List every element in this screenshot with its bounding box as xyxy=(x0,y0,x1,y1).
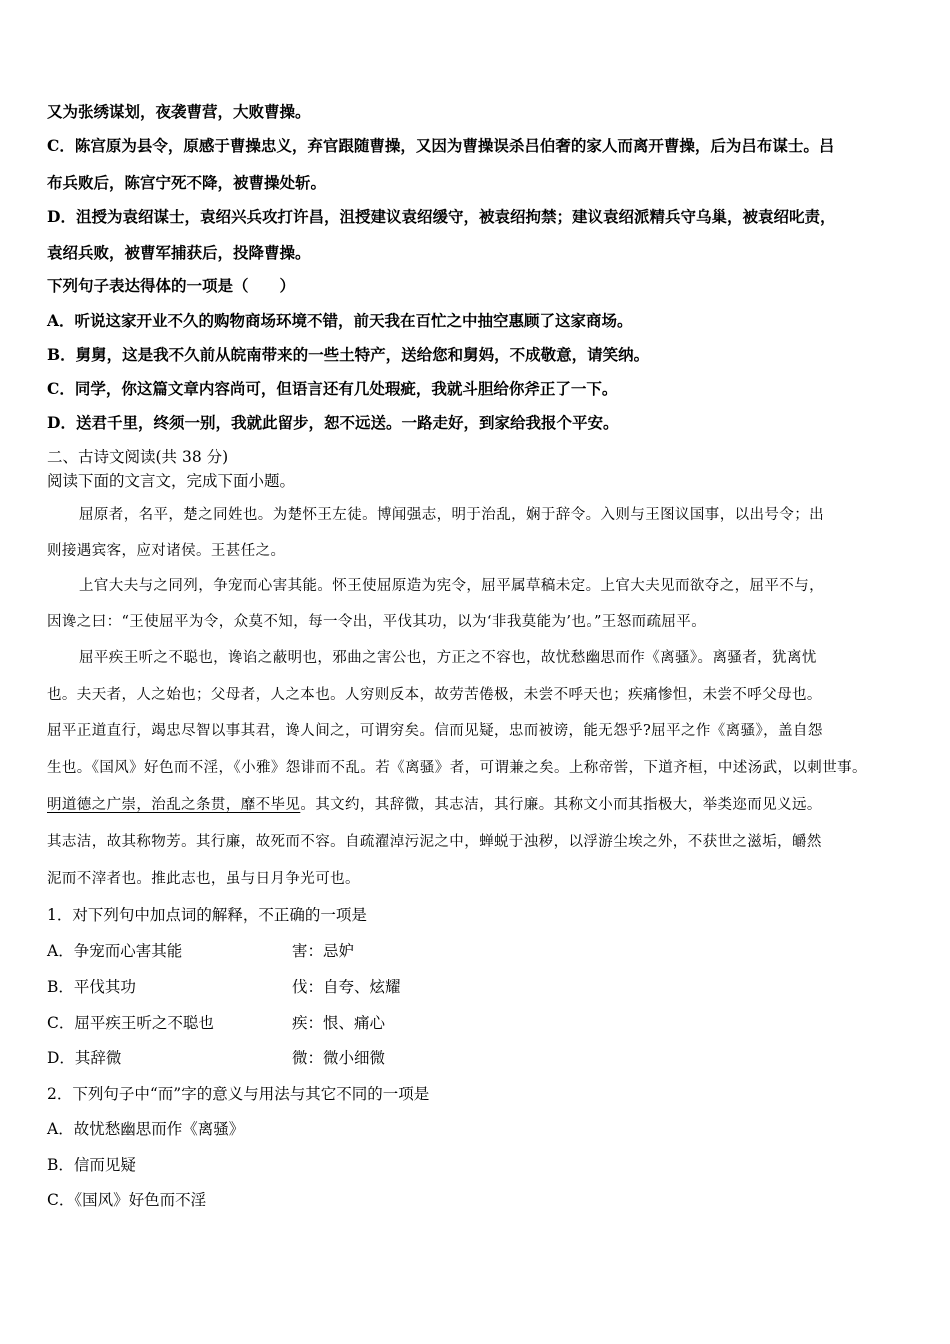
polite-option-a: A．听说这家开业不久的购物商场环境不错，前天我在百忙之中抽空惠顾了这家商场。 xyxy=(47,311,633,330)
q1-option-d-gloss: 微：微小细微 xyxy=(292,1049,386,1067)
q1-option-c-sentence: C．屈平疾王听之不聪也 xyxy=(47,1014,214,1032)
passage-p3-line3: 屈平正道直行，竭忠尽智以事其君，谗人间之，可谓穷矣。信而见疑，忠而被谤，能无怨乎?屈平之作《离骚》，盖自怨 xyxy=(47,723,823,739)
polite-question-stem: 下列句子表达得体的一项是（ ） xyxy=(47,276,296,295)
passage-p3-line1: 屈平疾王听之不聪也，谗谄之蔽明也，邪曲之害公也，方正之不容也，故忧愁幽思而作《离骚》。离骚者，犹离忧 xyxy=(79,650,817,666)
section-title: 二、古诗文阅读(共 38 分) xyxy=(47,448,229,466)
polite-option-c: C．同学，你这篇文章内容尚可，但语言还有几处瑕疵，我就斗胆给你斧正了一下。 xyxy=(47,379,618,398)
q2-option-a: A．故忧愁幽思而作《离骚》 xyxy=(47,1120,245,1138)
q1-option-c-gloss: 疾：恨、痛心 xyxy=(292,1014,386,1032)
q1-option-a-sentence: A．争宠而心害其能 xyxy=(47,942,183,960)
section-instruction: 阅读下面的文言文，完成下面小题。 xyxy=(47,472,296,490)
prev-option-continuation: 又为张绣谋划，夜袭曹营，大败曹操。 xyxy=(47,102,311,121)
q2-stem: 2．下列句子中“而”字的意义与用法与其它不同的一项是 xyxy=(47,1085,430,1103)
passage-p3-line2: 也。夫天者，人之始也；父母者，人之本也。人穷则反本，故劳苦倦极，未尝不呼天也；疾痛惨怛，未尝不呼父母也。 xyxy=(47,687,822,703)
q2-option-b: B．信而见疑 xyxy=(47,1156,136,1174)
passage-p3-line6: 其志洁，故其称物芳。其行廉，故死而不容。自疏濯淖污泥之中，蝉蜕于浊秽，以浮游尘埃之外，不获世之滋垢，皭然 xyxy=(47,834,822,850)
q2-option-c: C．《国风》好色而不淫 xyxy=(47,1191,207,1209)
polite-option-b: B．舅舅，这是我不久前从皖南带来的一些土特产，送给您和舅妈，不成敬意，请笑纳。 xyxy=(47,345,650,364)
underlined-sentence: 明道德之广崇，治乱之条贯，靡不毕见 xyxy=(47,797,301,813)
passage-p3-line4: 生也。《国风》好色而不淫，《小雅》怨诽而不乱。若《离骚》者，可谓兼之矣。上称帝喾，下道齐桓，中述汤武，以刺世事。 xyxy=(47,760,867,776)
passage-p2-line2: 因谗之曰：“王使屈平为令，众莫不知，每一令出，平伐其功，以为‘非我莫能为’也。”王怒而疏屈平。 xyxy=(47,614,707,630)
passage-p1-line1: 屈原者，名平，楚之同姓也。为楚怀王左徒。博闻强志，明于治乱，娴于辞令。入则与王图议国事，以出号令；出 xyxy=(79,507,824,523)
passage-p3-line5 xyxy=(47,795,822,815)
q1-option-b-gloss: 伐：自夸、炫耀 xyxy=(292,978,401,996)
q1-stem: 1．对下列句中加点词的解释，不正确的一项是 xyxy=(47,906,367,924)
q1-option-a-gloss: 害：忌妒 xyxy=(292,942,355,960)
passage-p2-line1: 上官大夫与之同列，争宠而心害其能。怀王使屈原造为宪令，屈平属草稿未定。上官大夫见而欲夺之，屈平不与， xyxy=(79,578,824,594)
passage-p1-line2: 则接遇宾客，应对诸侯。王甚任之。 xyxy=(47,543,286,559)
polite-option-d: D．送君千里，终须一别，我就此留步，恕不远送。一路走好，到家给我报个平安。 xyxy=(47,413,619,432)
passage-p3-line5-rest: 。其文约，其辞微，其志洁，其行廉。其称文小而其指极大，举类迩而见义远。 xyxy=(300,797,822,813)
passage-p3-line7: 泥而不滓者也。推此志也，虽与日月争光可也。 xyxy=(47,871,360,887)
q1-option-d-sentence: D．其辞微 xyxy=(47,1049,122,1067)
prev-option-c: C．陈宫原为县令，原感于曹操忠义，弃官跟随曹操，又因为曹操误杀吕伯奢的家人而离开曹操，后为吕布谋士。吕 xyxy=(47,136,835,155)
prev-option-d-continuation: 袁绍兵败，被曹军捕获后，投降曹操。 xyxy=(47,243,311,262)
q1-option-b-sentence: B．平伐其功 xyxy=(47,978,136,996)
prev-option-c-continuation: 布兵败后，陈宫宁死不降，被曹操处斩。 xyxy=(47,173,327,192)
prev-option-d: D．沮授为袁绍谋士，袁绍兴兵攻打许昌，沮授建议袁绍缓守，被袁绍拘禁；建议袁绍派精兵守乌巢，被袁绍叱责， xyxy=(47,207,836,226)
